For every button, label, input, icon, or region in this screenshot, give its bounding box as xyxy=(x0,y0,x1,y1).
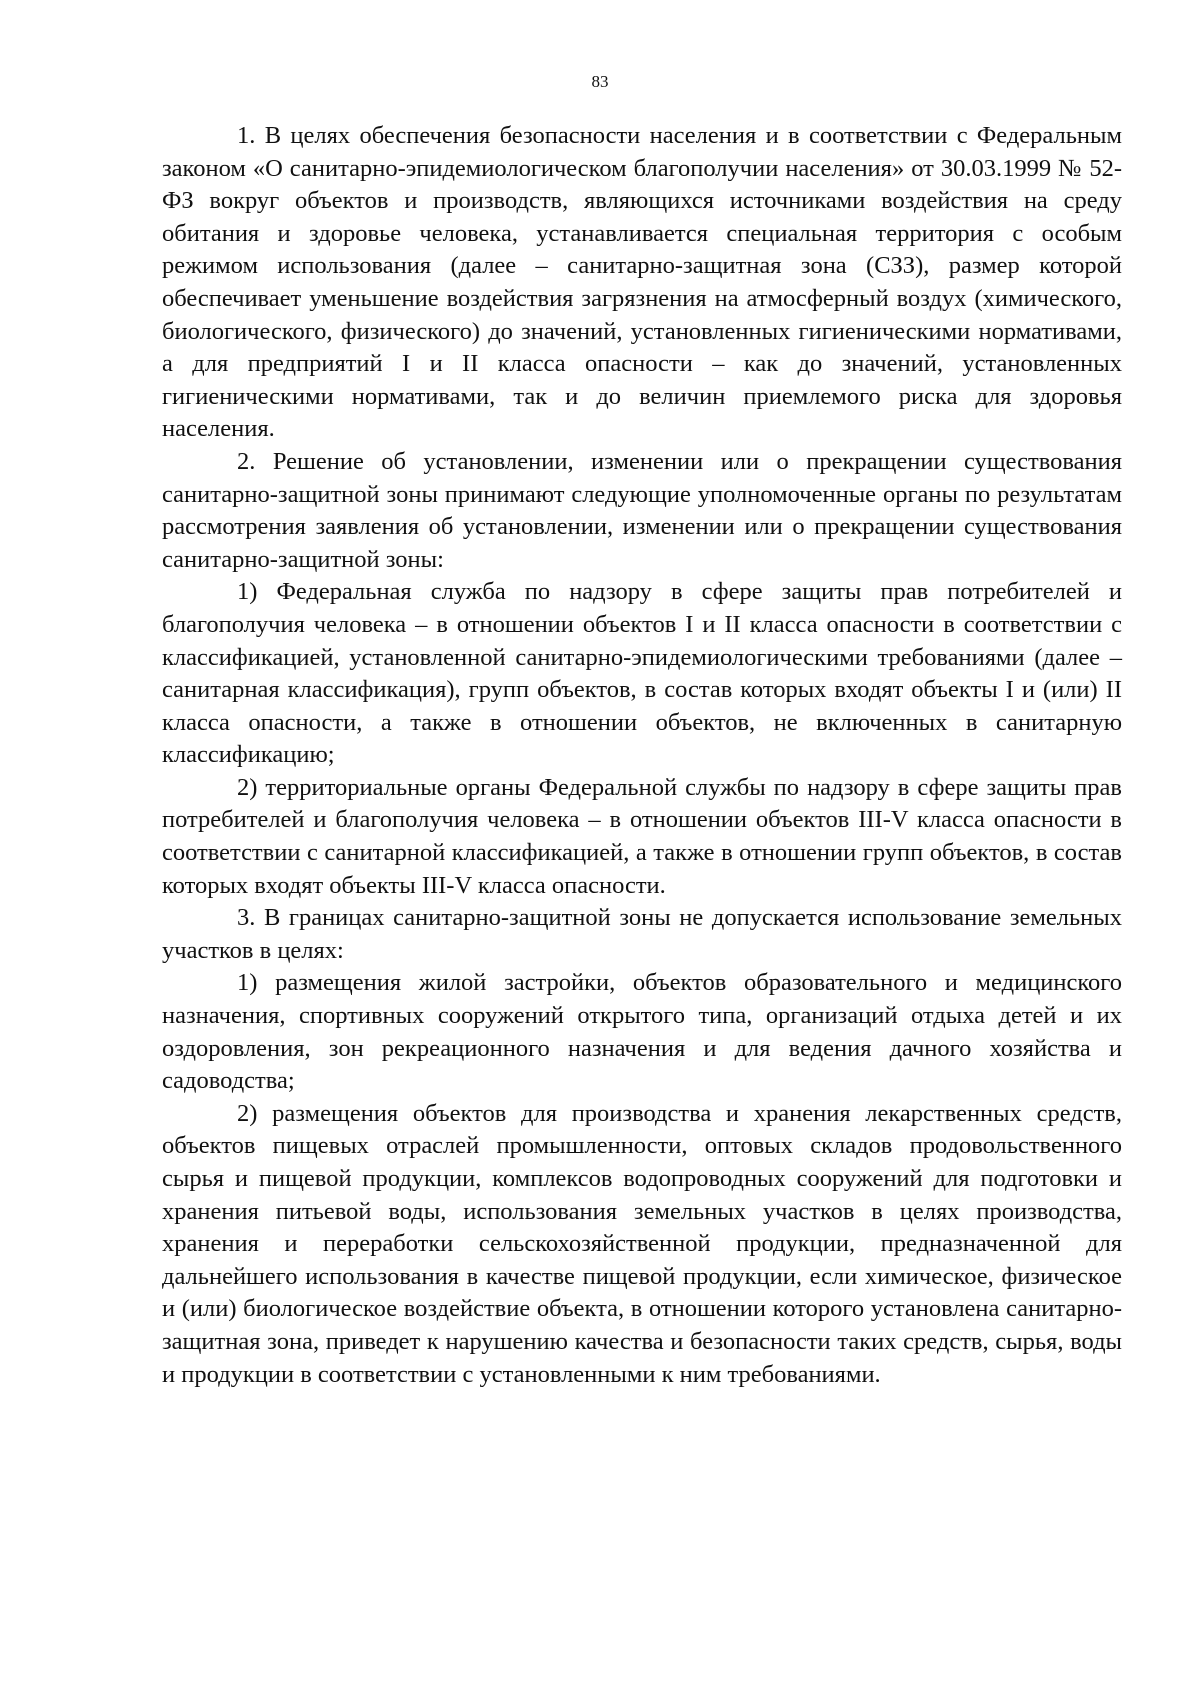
list-item-federal-service: 1) Федеральная служба по надзору в сфере защиты прав потребителей и благополучия человека – в отношении объектов I и II класса опасности в соответствии с классификацией, установленной санитарно-эпидемиологическими требованиями (далее – санитарная классификация), групп объектов, в состав которых входят объекты I и (или) II класса опасности, а также в отношении объектов, не включенных в санитарную классификацию; xyxy=(162,578,1122,769)
paragraph-3-land-use-restrictions: 3. В границах санитарно-защитной зоны не допускается использование земельных участков в целях: xyxy=(162,904,1122,964)
list-item-territorial-bodies: 2) территориальные органы Федеральной службы по надзору в сфере защиты прав потребителей и благополучия человека – в отношении объектов III-V класса опасности в соответствии с санитарной классификацией, а также в отношении групп объектов, в состав которых входят объекты III-V класса опасности. xyxy=(162,773,1122,899)
paragraph-1-szz-definition: 1. В целях обеспечения безопасности населения и в соответствии с Федеральным законом «О санитарно-эпидемиологическом благополучии населения» от 30.03.1999 № 52-ФЗ вокруг объектов и производств, являющихся источниками воздействия на среду обитания и здоровье человека, устанавливается специальная территория с особым режимом использования (далее – санитарно-защитная зона (СЗЗ), размер которой обеспечивает уменьшение воздействия загрязнения на атмосферный воздух (химического, биологического, физического) до значений, установленных гигиеническими нормативами, а для предприятий I и II класса опасности – как до значений, установленных гигиеническими нормативами, так и до величин приемлемого риска для здоровья населения. xyxy=(162,122,1122,443)
list-item-residential-restriction: 1) размещения жилой застройки, объектов образовательного и медицинского назначения, спортивных сооружений открытого типа, организаций отдыха детей и их оздоровления, зон рекреационного назначения и для ведения дачного хозяйства и садоводства; xyxy=(162,969,1122,1095)
list-item-production-restriction: 2) размещения объектов для производства и хранения лекарственных средств, объектов пищевых отраслей промышленности, оптовых складов продовольственного сырья и пищевой продукции, комплексов водопроводных сооружений для подготовки и хранения питьевой воды, использования земельных участков в целях производства, хранения и переработки сельскохозяйственной продукции, предназначенной для дальнейшего использования в качестве пищевой продукции, если химическое, физическое и (или) биологическое воздействие объекта, в отношении которого установлена санитарно-защитная зона, приведет к нарушению качества и безопасности таких средств, сырья, воды и продукции в соответствии с установленными к ним требованиями. xyxy=(162,1099,1122,1388)
page-number: 83 xyxy=(591,72,609,91)
paragraph-2-decision-authorities: 2. Решение об установлении, изменении или о прекращении существования санитарно-защитной зоны принимают следующие уполномоченные органы по результатам рассмотрения заявления об установлении, изменении или о прекращении существования санитарно-защитной зоны: xyxy=(162,447,1122,573)
document-body xyxy=(162,120,1122,1391)
